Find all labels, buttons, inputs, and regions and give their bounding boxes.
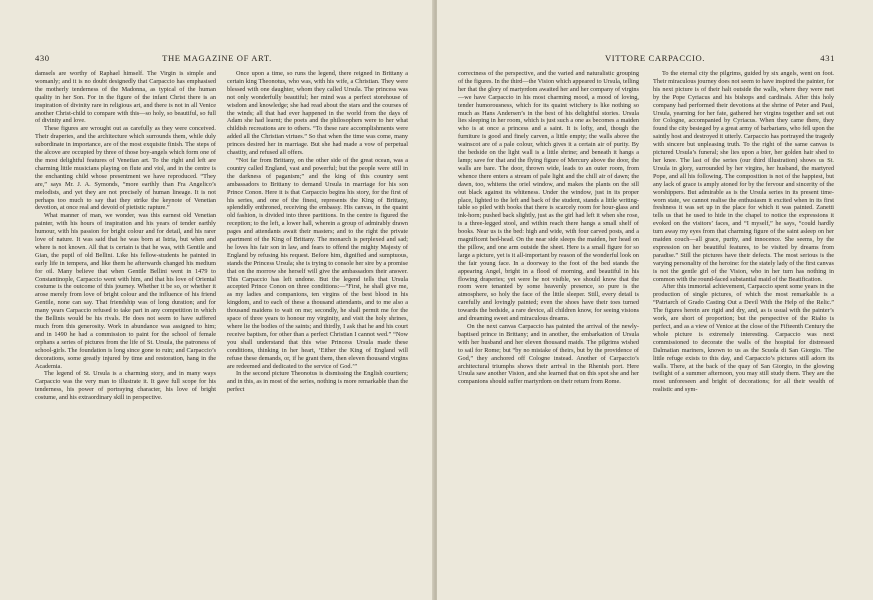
- paragraph: These figures are wrought out as carefully as they were conceived. Their draperies, and the architecture which surrounds them, while duly subordinate in importance, are of the most exquisite finish. The steps of the alcove are occupied by three of those boy-angels which form one of the most delightful features of Venetian art. To the right and left are charming little musicians playing on flute and viol, and in the centre is the enchanting child whose presentment we have reproduced. “They are,” says Mr. J. A. Symonds, “more earthly than Fra Angelico’s melodists, and yet they are not precisely of human lineage. It is not perhaps too much to say that they strike the keynote of Venetian devotion, at once real and devoid of pietistic rapture.”: [35, 125, 216, 212]
- right-column-2: [653, 70, 834, 590]
- paragraph: damsels are worthy of Raphael himself. The Virgin is simple and womanly; and it is no doubt designedly that Carpaccio has emphasised the motherly tenderness of the Madonna, as typical of the human quality in her Son. For in the figure of the infant Christ there is an inspiration of divinity rare in religious art, and there is not in all Venice another Christ-child to compare with this—so holy, so beautiful, so full of divinity and love.: [35, 70, 216, 125]
- left-column-2: [227, 70, 408, 590]
- left-column-1: [35, 70, 216, 590]
- paragraph: Once upon a time, so runs the legend, there reigned in Brittany a certain king Theonotus, who was, with his wife, a Christian. They were blessed with one daughter, whom they called Ursula. The princess was not only wonderfully beautiful; her mind was a perfect storehouse of wisdom and knowledge; she had read about the stars and the courses of the winds; all that had ever happened in the world from the days of Adam she had learnt; the poets and the philosophers were to her what childish recreations are to others. “To these rare accomplishments were added all the Christian virtues.” So that when the time was come, many princes desired her in marriage. But she had made a vow of perpetual chastity, and refused all offers.: [227, 70, 408, 157]
- paragraph: After this immortal achievement, Carpaccio spent some years in the production of single pictures, of which the most remarkable is a “Patriarch of Grado Casting Out a Devil With the Help of the Relic.” The figures herein are rigid and dry, and, as is usual with the painter’s work, are short of proportion; but the perspective of the Rialto is perfect, and as a view of Venice at the close of the Fifteenth Century the whole picture is extremely interesting. Carpaccio was next commissioned to decorate the walls of the hospital for distressed Dalmatian mariners, known to us as the Scuola di San Giorgio. The little refuge exists to this day, and Carpaccio’s pictures still adorn its walls. There, at the back of the quay of San Giorgio, in the glowing twilight of a summer afternoon, you may still study them. They are the most unforeseen and bright of decorations; for all their wealth of realistic and sym-: [653, 283, 834, 394]
- paragraph: In the second picture Theonotus is dismissing the English courtiers; and in this, as in most of the series, nothing is more remarkable than the perfect: [227, 370, 408, 394]
- paragraph: What manner of man, we wonder, was this earnest old Venetian painter, with his hours of inspiration and his years of tender earthly humour, with his passion for bright colour and for detail, and his rarer love of nature. It was said that he was born at Istria, but when and where is not known. All that is certain is that he was, with Gentile and Gian, the pupil of old Bellini. Like his fellow-students he painted in early life in tempera, and like them he afterwards changed his medium for oil. Many believe that when Gentile Bellini went in 1479 to Constantinople, Carpaccio went with him, and that his love of Oriental costume is the outcome of this journey. Whether it be so, or whether it arose merely from love of bright colour and the influence of his friend Gentile, none can say. That friendship was of long duration; and for many years Carpaccio refused to take part in any competition in which the Bellinis would be his rivals. He does not seem to have suffered much from this generosity. Work in abundance was assigned to him; and in 1490 he had a commission to paint for the school of female orphans a series of pictures from the life of St. Ursula, the patroness of school-girls. The foundation is long since gone to ruin; and Carpaccio’s decorations, some greatly injured by time and restoration, hang in the Academia.: [35, 212, 216, 370]
- left-running-header: [0, 53, 434, 65]
- right-page: [437, 0, 873, 600]
- paragraph: “Not far from Brittany, on the other side of the great ocean, was a country called England, vast and powerful; but the people were still in the darkness of paganism;” and the king of this country sent ambassadors to Brittany to demand Ursula in marriage for his son Prince Conon. Here it is that Carpaccio begins his story, for the first of his series, and one of the finest, represents the King of Brittany, splendidly enthroned, receiving the embassy. His canvas, in the quaint old fashion, is divided into three partitions. In the centre is figured the reception; to the left, a lower hall, wherein a group of admirably drawn pages and attendants await their masters; and to the right the private apartment of the King of Brittany. The monarch is perplexed and sad; he loves his fair son in law, and fears to offend the mighty Majesty of England by refusing his request. Before him, dignified and sumptuous, stands the Princess Ursula; she is trying to console her sire by a promise that on the morrow she herself will give the ambassadors their answer. This Carpaccio has left undone. But the legend tells that Ursula accepted Prince Conon on three conditions:—“First, he shall give me, as my ladies and companions, ten virgins of the best blood in his kingdom, and to each of these a thousand attendants, and to me also a thousand maidens to wait on me; secondly, he shall permit me for the space of three years to honour my virginity, and visit the holy shrines, where lie the bodies of the saints; and thirdly, I ask that he and his court receive baptism, for other than a perfect Christian I cannot wed.” “Now you shall understand that this wise Princess Ursula made these conditions, thinking in her heart, ‘Either the King of England will refuse these demands, or, if he grant them, then eleven thousand virgins are redeemed and dedicated to the service of God.’”: [227, 156, 408, 370]
- left-page-number: 430: [35, 53, 50, 63]
- paragraph: correctness of the perspective, and the varied and naturalistic grouping of the figures. In the third—the Vision which appeared to Ursula, telling her that the glory of martyrdom awaited her and her company of virgins—we have Carpaccio in his most charming mood, a mood of loving, tender humorousness, which for its quaint witchery is like nothing so much as Hans Andersen’s in the best of his delightful stories. Ursula lies sleeping in her room, which is just such a one as becomes a maiden who is at once a princess and a saint. It is lofty, and, though the furniture is good and finely carven, a little empty; the walls above the wainscot are of a pale colour, which gives it a certain air of purity. By the bedside on the light wall is a little shrine; and beneath it hangs a lamp; save for that and the flying figure of Mercury above the door, the walls are bare. The door, thrown wide, leads to an outer room, from whence there enters a stream of pale light and the chill air of dawn; the dawn, too, whitens the oriel window, and makes the plants on the sill out black against its whiteness. Under the window, just in its proper place, lighted to the left and back of the student, stands a little writing-table so piled with books that there is scarcely room for hour-glass and ink-horn; pushed back slightly, just as the girl had left it when she rose, is a three-legged stool, and within reach there hangs a small shelf of books. Near us is the bed: high and wide, with four carved posts, and a magnificent bed-head. On the near side sleeps the maiden, her head on the pillow, and one arm outside the sheet. Here is a small figure for so large a picture, yet is it all-important by reason of the wonderful look on the fair young face. In a doorway to the foot of the bed stands the appearing Angel, bright in a flood of morning, and beautiful in his flowing draperies; yet were he not visible, we should know that the room were tenanted by some heavenly presence, so pure is the atmosphere, so holy the face of the little sleeper. Still, every detail is carefully and lovingly painted; even the shoes have their toes turned towards the bedside, a rare device, all children know, for seeing visions and dreaming sweet and miraculous dreams.: [458, 70, 639, 323]
- right-column-1: [458, 70, 639, 590]
- right-running-header: [437, 53, 873, 65]
- paragraph: The legend of St. Ursula is a charming story, and in many ways Carpaccio was the very man to illustrate it. It gave full scope for his tenderness, his power of portraying character, his love of bright costume, and his extraordinary skill in perspective.: [35, 370, 216, 402]
- paragraph: To the eternal city the pilgrims, guided by six angels, went on foot. Their miraculous journey does not seem to have inspired the painter, for his next picture is of their halt outside the walls, where they were met by the Pope Cyriacus and his bishops and cardinals. After this holy company had performed their devotions at the shrine of Peter and Paul, Ursula, yearning for her fate, gathered her virgins together and set out for Cologne, accompanied by Cyriacus. When they came there, they found the city besieged by a great army of barbarians, who fell upon the saintly host and destroyed it utterly. Carpaccio has portrayed the tragedy with sincere but unpleasing truth. To the right of the same canvas is pictured Ursula’s funeral; she lies upon a bier, her golden hair shed to her knee. The last of the series (our third illustration) shows us St. Ursula in glory, surrounded by her virgins, her husband, the martyred Pope, and all his following. The composition is not of the happiest, but any lack of grace is amply atoned for by the fervour and sincerity of the worshippers. But admirable as is the Ursula series in its present time-worn state, we cannot realise the enthusiasm it excited when in its first freshness it was set up in the place for which it was painted. Zanetti tells us that he used to hide in the chapel to notice the expressions it evoked on the visitors’ faces, and “I myself,” he says, “could hardly turn away my eyes from that charming figure of the saint asleep on her maiden couch—all grace, purity, and innocence. She seems, by the expression on her beautiful features, to be visited by dreams from paradise.” Still the pictures have their defects. The most serious is the varying personality of the heroine: for the stately lady of the first canvas is not the gentle girl of the Vision, who in her turn has nothing in common with the round-faced substantial maid of the Beatification.: [653, 70, 834, 283]
- left-running-title: THE MAGAZINE OF ART.: [162, 53, 272, 63]
- paragraph: On the next canvas Carpaccio has painted the arrival of the newly-baptised prince in Brittany; and in another, the embarkation of Ursula with her husband and her eleven thousand maids. The pilgrims wished to sail for Rome; but “by no mistake of theirs, but by the providence of God,” they anchored off Cologne instead. Another of Carpaccio’s architectural triumphs shows their arrival in the Rhenish port. Here Ursula saw another Vision, and she learned that on this spot she and her companions should suffer martyrdom on their return from Rome.: [458, 323, 639, 386]
- right-running-title: VITTORE CARPACCIO.: [604, 53, 706, 63]
- left-page: [0, 0, 434, 600]
- right-page-number: 431: [820, 53, 835, 63]
